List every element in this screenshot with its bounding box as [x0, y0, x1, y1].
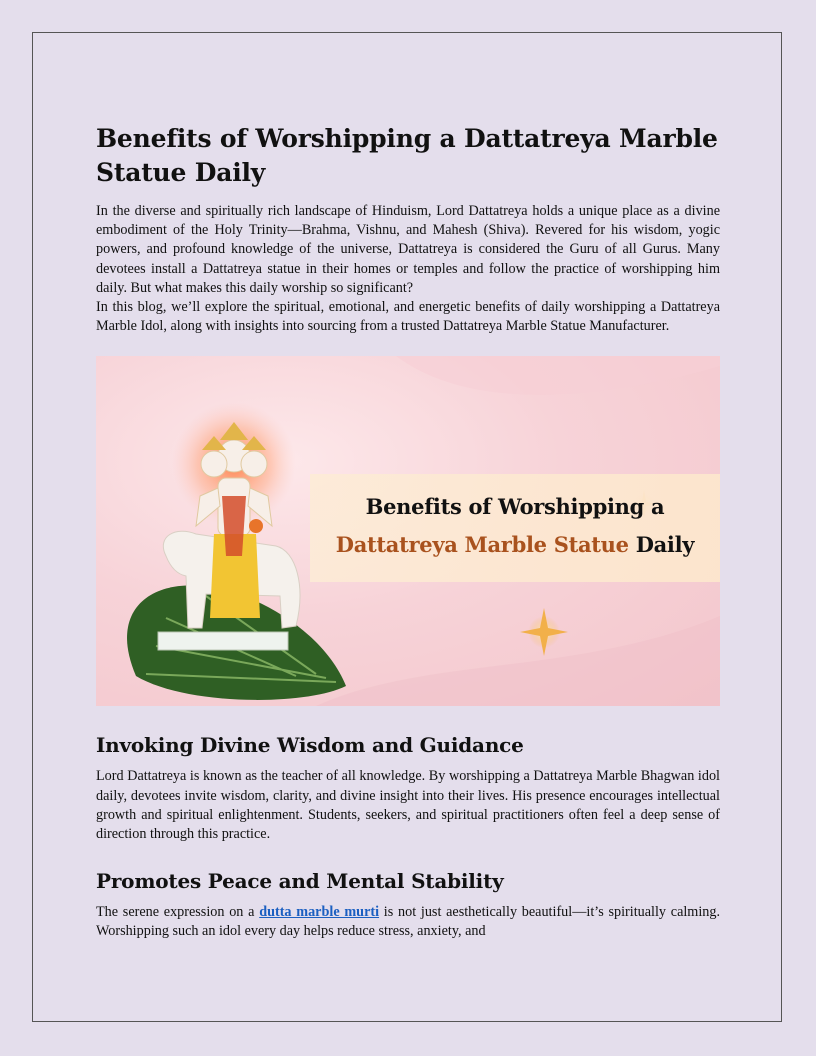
dutta-marble-murti-link[interactable]: dutta marble murti: [259, 904, 380, 921]
section-body: [96, 903, 720, 941]
section-peace-stability: [96, 868, 720, 941]
section-body: Lord Dattatreya is known as the teacher of all knowledge. By worshipping a Dattatreya Marble Bhagwan idol daily, devotees invite wisdom, clarity, and divine insight into their lives. His presence encourages intellectual growth and spiritual enlightenment. Students, seekers, and spiritual practitioners often feel a deep sense of direction through this practice.: [96, 768, 720, 843]
section-heading: Invoking Divine Wisdom and Guidance: [96, 733, 524, 758]
hero-image: [96, 356, 720, 706]
hero-title-accent: Dattatreya Marble Statue: [335, 532, 629, 558]
statue-base: [158, 632, 288, 650]
section-divine-wisdom: [96, 732, 720, 844]
intro-paragraph-1: In the diverse and spiritually rich landscape of Hinduism, Lord Dattatreya holds a unique place as a divine embodiment of the Holy Trinity—Brahma, Vishnu, and Mahesh (Shiva). Revered for his wisdom, yogic powers, and profound knowledge of the universe, Dattatreya is considered the Guru of all Gurus. Many devotees install a Dattatreya statue in their homes or temples and follow the practice of worshipping him daily. But what makes this daily worship so significant?: [96, 203, 720, 296]
sparkle-icon: [520, 608, 568, 656]
section-heading: Promotes Peace and Mental Stability: [96, 869, 504, 894]
document-body: [96, 122, 720, 966]
hero-title-rest: Daily: [628, 532, 695, 558]
page-title: Benefits of Worshipping a Dattatreya Marble Statue Daily: [96, 124, 718, 187]
intro-paragraph-2: In this blog, we’ll explore the spiritual, emotional, and energetic benefits of daily worshipping a Dattatreya Marble Idol, along with insights into sourcing from a trusted Dattatreya Marble Statue Manufacturer.: [96, 299, 720, 335]
body-text: is not just aesthetically beautiful—it’s spiritually calming. Worshipping such an idol every day helps reduce stress, anxiety, and: [96, 904, 721, 940]
body-text: The serene expression on a: [96, 904, 260, 921]
hero-title-line-2: [310, 532, 720, 557]
background-wash: [316, 616, 720, 706]
hero-title-line-1: Benefits of Worshipping a: [365, 494, 665, 520]
hero-title-banner: [310, 474, 720, 582]
background-wash: [396, 356, 720, 395]
